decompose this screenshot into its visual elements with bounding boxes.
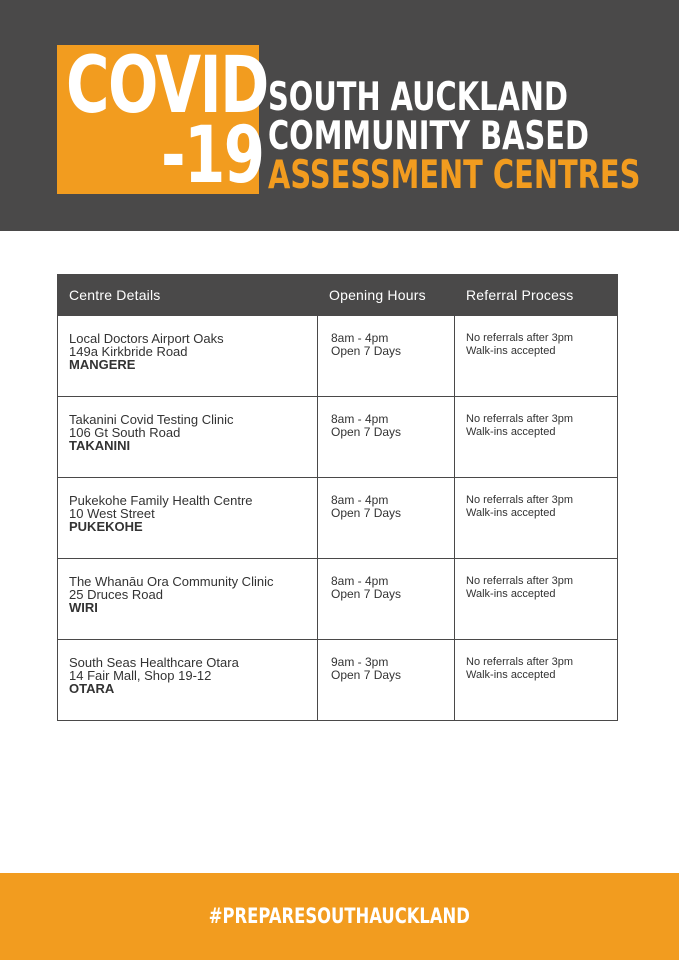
table-row xyxy=(58,559,618,640)
walk-in-note: Walk-ins accepted xyxy=(466,507,556,519)
opening-hours-time: 8am - 4pm xyxy=(331,574,389,588)
column-header-referral-process: Referral Process xyxy=(455,275,618,316)
column-header-centre-details: Centre Details xyxy=(58,275,318,316)
walk-in-note: Walk-ins accepted xyxy=(466,588,556,600)
centre-details-cell xyxy=(58,559,318,640)
centre-name: Local Doctors Airport Oaks xyxy=(69,331,224,346)
opening-hours-days: Open 7 Days xyxy=(331,587,402,601)
referral-note: No referrals after 3pm xyxy=(466,332,573,344)
opening-hours-time: 8am - 4pm xyxy=(331,331,389,345)
column-header-opening-hours: Opening Hours xyxy=(318,275,455,316)
centre-name: Pukekohe Family Health Centre xyxy=(69,493,253,508)
assessment-centres-table xyxy=(57,274,618,721)
referral-process-cell xyxy=(455,397,618,478)
footer-banner xyxy=(0,873,679,960)
opening-hours-days: Open 7 Days xyxy=(331,668,402,682)
opening-hours-cell xyxy=(318,559,455,640)
header-banner xyxy=(0,0,679,231)
opening-hours-cell xyxy=(318,478,455,559)
referral-process-cell xyxy=(455,316,618,397)
centre-address: 149a Kirkbride Road xyxy=(69,344,188,359)
centre-name: The Whanāu Ora Community Clinic xyxy=(69,574,274,589)
opening-hours-time: 8am - 4pm xyxy=(331,493,389,507)
referral-note: No referrals after 3pm xyxy=(466,575,573,587)
table-header-row xyxy=(58,275,618,316)
logo-line-19: -19 xyxy=(161,111,264,201)
covid-19-logo xyxy=(57,41,268,201)
opening-hours-days: Open 7 Days xyxy=(331,506,402,520)
opening-hours-cell xyxy=(318,316,455,397)
centre-address: 14 Fair Mall, Shop 19-12 xyxy=(69,668,212,683)
referral-process-cell xyxy=(455,478,618,559)
referral-process-cell xyxy=(455,559,618,640)
referral-process-cell xyxy=(455,640,618,721)
table-header xyxy=(58,275,618,316)
centre-suburb: OTARA xyxy=(69,681,115,696)
walk-in-note: Walk-ins accepted xyxy=(466,669,556,681)
opening-hours-cell xyxy=(318,640,455,721)
logo-line-covid: COVID xyxy=(66,41,268,131)
walk-in-note: Walk-ins accepted xyxy=(466,345,556,357)
title-line-assessment-centres: ASSESSMENT CENTRES xyxy=(268,153,641,198)
centre-details-cell xyxy=(58,316,318,397)
opening-hours-cell xyxy=(318,397,455,478)
opening-hours-time: 9am - 3pm xyxy=(331,655,389,669)
table-row xyxy=(58,397,618,478)
centre-details-cell xyxy=(58,640,318,721)
centre-name: Takanini Covid Testing Clinic xyxy=(69,412,234,427)
centre-suburb: TAKANINI xyxy=(69,438,131,453)
centre-suburb: PUKEKOHE xyxy=(69,519,143,534)
centre-address: 25 Druces Road xyxy=(69,587,163,602)
centre-name: South Seas Healthcare Otara xyxy=(69,655,239,670)
centre-address: 106 Gt South Road xyxy=(69,425,181,440)
centre-suburb: MANGERE xyxy=(69,357,136,372)
opening-hours-days: Open 7 Days xyxy=(331,344,402,358)
table-row xyxy=(58,640,618,721)
centre-details-cell xyxy=(58,397,318,478)
table-row xyxy=(58,316,618,397)
walk-in-note: Walk-ins accepted xyxy=(466,426,556,438)
centre-details-cell xyxy=(58,478,318,559)
table-row xyxy=(58,478,618,559)
centre-suburb: WIRI xyxy=(69,600,98,615)
hashtag-label: #PREPARESOUTHAUCKLAND xyxy=(208,904,471,928)
referral-note: No referrals after 3pm xyxy=(466,656,573,668)
referral-note: No referrals after 3pm xyxy=(466,494,573,506)
opening-hours-time: 8am - 4pm xyxy=(331,412,389,426)
referral-note: No referrals after 3pm xyxy=(466,413,573,425)
title-line-south-auckland: SOUTH AUCKLAND xyxy=(268,75,568,120)
title-line-community-based: COMMUNITY BASED xyxy=(268,114,589,159)
opening-hours-days: Open 7 Days xyxy=(331,425,402,439)
centre-address: 10 West Street xyxy=(69,506,155,521)
hashtag-text xyxy=(0,903,679,929)
table-body xyxy=(58,316,618,721)
